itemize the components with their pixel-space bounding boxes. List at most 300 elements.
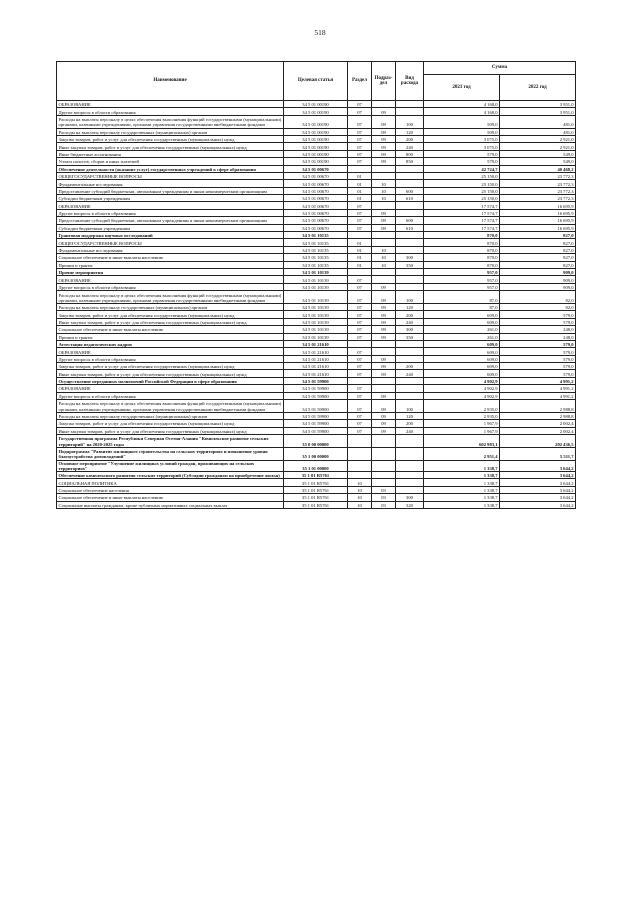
row-section bbox=[348, 447, 372, 460]
row-value-2022: 4 991,2 bbox=[500, 377, 576, 384]
row-value-2022: 4 991,2 bbox=[500, 392, 576, 399]
row-code: 34 5 01 10139 bbox=[284, 311, 348, 318]
table-row bbox=[57, 311, 576, 318]
table-row bbox=[57, 246, 576, 253]
row-code: 35 1 01 R5761 bbox=[284, 501, 348, 508]
row-expense-type: 200 bbox=[396, 363, 424, 370]
row-code: 34 5 01 10139 bbox=[284, 318, 348, 325]
row-code: 34 5 01 00670 bbox=[284, 172, 348, 179]
row-value-2022: 2 002,4 bbox=[500, 420, 576, 427]
table-row bbox=[57, 326, 576, 333]
row-subsection: 09 bbox=[372, 158, 396, 165]
row-value-2022: 23 772,3 bbox=[500, 195, 576, 202]
row-section: 07 bbox=[348, 326, 372, 333]
row-value-2022: 23 772,3 bbox=[500, 172, 576, 179]
table-row bbox=[57, 158, 576, 165]
row-section: 07 bbox=[348, 217, 372, 224]
row-value-2021: 3 075,0 bbox=[424, 143, 500, 150]
row-code: 34 5 01 21610 bbox=[284, 370, 348, 377]
row-section: 07 bbox=[348, 370, 372, 377]
row-subsection bbox=[372, 269, 396, 276]
row-subsection bbox=[372, 460, 396, 471]
row-section: 01 bbox=[348, 261, 372, 268]
row-expense-type: 240 bbox=[396, 318, 424, 325]
row-name: Расходы на выплаты персоналу государственных (муниципальных) органов bbox=[57, 412, 284, 419]
table-row bbox=[57, 400, 576, 413]
row-section: 10 bbox=[348, 501, 372, 508]
row-subsection: 09 bbox=[372, 291, 396, 304]
row-value-2022: 909,0 bbox=[500, 283, 576, 290]
row-subsection: 10 bbox=[372, 195, 396, 202]
row-subsection: 09 bbox=[372, 355, 396, 362]
table-row bbox=[57, 276, 576, 283]
row-subsection: 09 bbox=[372, 150, 396, 157]
row-name: Расходы на выплаты персоналу государственных (муниципальных) органов bbox=[57, 128, 284, 135]
row-section: 07 bbox=[348, 333, 372, 340]
row-expense-type bbox=[396, 460, 424, 471]
table-row bbox=[57, 472, 576, 479]
row-value-2022: 2 988,8 bbox=[500, 400, 576, 413]
row-expense-type bbox=[396, 108, 424, 115]
table-row bbox=[57, 254, 576, 261]
row-section bbox=[348, 377, 372, 384]
row-subsection: 09 bbox=[372, 427, 396, 434]
row-value-2022: 3 644,2 bbox=[500, 501, 576, 508]
row-code: 34 5 01 21610 bbox=[284, 355, 348, 362]
row-code: 34 5 01 10139 bbox=[284, 276, 348, 283]
table-row bbox=[57, 333, 576, 340]
row-section: 07 bbox=[348, 420, 372, 427]
table-row bbox=[57, 420, 576, 427]
row-expense-type bbox=[396, 447, 424, 460]
row-value-2021: 3 075,0 bbox=[424, 135, 500, 142]
row-name: Осуществление переданных полномочий Российской Федерации в сфере образования bbox=[57, 377, 284, 384]
table-row bbox=[57, 101, 576, 108]
row-value-2022: 3 951,0 bbox=[500, 101, 576, 108]
row-value-2022: 2 988,8 bbox=[500, 412, 576, 419]
row-value-2021: 2 935,0 bbox=[424, 412, 500, 419]
table-row bbox=[57, 172, 576, 179]
row-subsection: 09 bbox=[372, 420, 396, 427]
row-section: 07 bbox=[348, 311, 372, 318]
row-value-2021: 609,0 bbox=[424, 355, 500, 362]
row-name: Закупка товаров, работ и услуг для обеспечения государственных (муниципальных) нужд bbox=[57, 363, 284, 370]
row-name: Другие вопросы в области образования bbox=[57, 209, 284, 216]
table-row bbox=[57, 355, 576, 362]
row-expense-type bbox=[396, 202, 424, 209]
row-value-2021: 957,0 bbox=[424, 283, 500, 290]
row-value-2022: 5 511,7 bbox=[500, 447, 576, 460]
table-row bbox=[57, 363, 576, 370]
row-subsection: 09 bbox=[372, 217, 396, 224]
row-value-2022: 579,0 bbox=[500, 355, 576, 362]
row-name: ОБРАЗОВАНИЕ bbox=[57, 348, 284, 355]
row-subsection: 09 bbox=[372, 400, 396, 413]
table-row bbox=[57, 108, 576, 115]
table-row bbox=[57, 385, 576, 392]
row-section: 10 bbox=[348, 486, 372, 493]
row-subsection bbox=[372, 340, 396, 347]
table-row bbox=[57, 370, 576, 377]
row-name: ОБЩЕГОСУДАРСТВЕННЫЕ ВОПРОСЫ bbox=[57, 239, 284, 246]
row-name: Премии и гранты bbox=[57, 333, 284, 340]
row-value-2021: 579,0 bbox=[424, 150, 500, 157]
row-section: 07 bbox=[348, 209, 372, 216]
row-expense-type bbox=[396, 355, 424, 362]
table-row bbox=[57, 479, 576, 486]
row-value-2021: 17 574,7 bbox=[424, 224, 500, 231]
row-value-2021: 4 902,9 bbox=[424, 392, 500, 399]
row-expense-type: 100 bbox=[396, 400, 424, 413]
row-value-2021: 509,0 bbox=[424, 128, 500, 135]
row-expense-type: 300 bbox=[396, 326, 424, 333]
row-section: 07 bbox=[348, 128, 372, 135]
row-value-2022: 549,0 bbox=[500, 150, 576, 157]
row-section: 07 bbox=[348, 291, 372, 304]
row-value-2022: 3 951,0 bbox=[500, 108, 576, 115]
row-name: Основное мероприятие "Улучшение жилищных условий граждан, проживающих на сельских территориях" bbox=[57, 460, 284, 471]
row-subsection: 10 bbox=[372, 246, 396, 253]
row-value-2021: 1 338,7 bbox=[424, 460, 500, 471]
table-row bbox=[57, 150, 576, 157]
row-code: 34 5 01 00190 bbox=[284, 158, 348, 165]
row-expense-type: 120 bbox=[396, 128, 424, 135]
header-year-2021: 2021 год bbox=[424, 75, 500, 101]
row-expense-type bbox=[396, 377, 424, 384]
row-code: 34 5 01 59900 bbox=[284, 412, 348, 419]
row-section: 07 bbox=[348, 115, 372, 128]
row-name: Закупка товаров, работ и услуг для обеспечения государственных (муниципальных) нужд bbox=[57, 311, 284, 318]
row-expense-type: 610 bbox=[396, 195, 424, 202]
row-name: Уплата налогов, сборов и иных платежей bbox=[57, 158, 284, 165]
row-value-2021: 25 150,0 bbox=[424, 180, 500, 187]
row-name: Социальное обеспечение и иные выплаты населению bbox=[57, 326, 284, 333]
row-subsection: 09 bbox=[372, 392, 396, 399]
row-value-2021: 609,0 bbox=[424, 363, 500, 370]
row-value-2021: 1 338,7 bbox=[424, 479, 500, 486]
row-value-2022: 2 002,4 bbox=[500, 427, 576, 434]
row-code: 34 5 01 59900 bbox=[284, 377, 348, 384]
row-name: Иные бюджетные ассигнования bbox=[57, 150, 284, 157]
row-code: 34 5 01 59900 bbox=[284, 400, 348, 413]
row-code: 34 5 01 10139 bbox=[284, 291, 348, 304]
row-value-2022: 40 468,2 bbox=[500, 165, 576, 172]
row-code: 34 5 01 10139 bbox=[284, 283, 348, 290]
row-section: 01 bbox=[348, 172, 372, 179]
row-code: 34 5 01 21610 bbox=[284, 363, 348, 370]
row-code: 35 1 01 R5761 bbox=[284, 472, 348, 479]
row-subsection: 09 bbox=[372, 115, 396, 128]
row-section bbox=[348, 269, 372, 276]
row-subsection: 09 bbox=[372, 128, 396, 135]
row-section: 07 bbox=[348, 135, 372, 142]
row-code: 34 5 01 10139 bbox=[284, 326, 348, 333]
table-row bbox=[57, 447, 576, 460]
row-expense-type bbox=[396, 435, 424, 448]
row-subsection: 09 bbox=[372, 283, 396, 290]
row-value-2021: 261,0 bbox=[424, 326, 500, 333]
table-row bbox=[57, 195, 576, 202]
row-expense-type bbox=[396, 479, 424, 486]
table-row bbox=[57, 486, 576, 493]
header-code: Целевая статья bbox=[284, 62, 348, 101]
row-subsection: 09 bbox=[372, 311, 396, 318]
row-value-2021: 17 574,7 bbox=[424, 217, 500, 224]
row-section bbox=[348, 435, 372, 448]
row-section: 07 bbox=[348, 303, 372, 310]
row-name: Закупка товаров, работ и услуг для обеспечения государственных (муниципальных) нужд bbox=[57, 420, 284, 427]
row-expense-type: 320 bbox=[396, 501, 424, 508]
row-value-2021: 1 338,7 bbox=[424, 494, 500, 501]
row-value-2022: 23 772,3 bbox=[500, 180, 576, 187]
row-value-2022: 248,0 bbox=[500, 333, 576, 340]
table-row bbox=[57, 224, 576, 231]
row-expense-type: 600 bbox=[396, 217, 424, 224]
table-row bbox=[57, 209, 576, 216]
row-section bbox=[348, 472, 372, 479]
row-name: Расходы на выплаты персоналу государственных (муниципальных) органов bbox=[57, 303, 284, 310]
row-value-2021: 609,0 bbox=[424, 370, 500, 377]
row-subsection: 09 bbox=[372, 412, 396, 419]
row-name: Грантовая поддержка научных исследований bbox=[57, 232, 284, 239]
row-value-2022: 3 644,2 bbox=[500, 494, 576, 501]
row-section: 07 bbox=[348, 202, 372, 209]
row-expense-type: 120 bbox=[396, 303, 424, 310]
table-row bbox=[57, 348, 576, 355]
table-row bbox=[57, 435, 576, 448]
table-row bbox=[57, 135, 576, 142]
row-expense-type bbox=[396, 283, 424, 290]
row-value-2022: 2 921,0 bbox=[500, 143, 576, 150]
row-expense-type bbox=[396, 269, 424, 276]
row-subsection bbox=[372, 165, 396, 172]
table-row bbox=[57, 340, 576, 347]
row-name: Предоставление субсидий бюджетным, автономным учреждениям и иным некоммерческим организациям bbox=[57, 187, 284, 194]
row-expense-type bbox=[396, 180, 424, 187]
row-name: Другие вопросы в области образования bbox=[57, 108, 284, 115]
table-row bbox=[57, 261, 576, 268]
row-name: Фундаментальные исследования bbox=[57, 246, 284, 253]
row-name: Иные закупки товаров, работ и услуг для обеспечения государственных (муниципальных) нужд bbox=[57, 318, 284, 325]
row-value-2022: 3 644,2 bbox=[500, 486, 576, 493]
table-row bbox=[57, 165, 576, 172]
table-row bbox=[57, 269, 576, 276]
row-value-2021: 87,0 bbox=[424, 303, 500, 310]
row-subsection: 03 bbox=[372, 486, 396, 493]
row-subsection bbox=[372, 172, 396, 179]
table-row bbox=[57, 187, 576, 194]
row-expense-type bbox=[396, 276, 424, 283]
row-name: Расходы на выплаты персоналу в целях обеспечения выполнения функций государственными (муниципальными) органами, казенными учреждениями, органами управления государственными внебюджетными фондами bbox=[57, 400, 284, 413]
row-subsection: 09 bbox=[372, 108, 396, 115]
row-value-2022: 579,0 bbox=[500, 348, 576, 355]
row-value-2021: 25 150,0 bbox=[424, 195, 500, 202]
table-row bbox=[57, 232, 576, 239]
row-name: ОБРАЗОВАНИЕ bbox=[57, 202, 284, 209]
row-section: 01 bbox=[348, 239, 372, 246]
row-section: 07 bbox=[348, 283, 372, 290]
row-code: 34 5 01 10135 bbox=[284, 232, 348, 239]
row-value-2021: 17 574,7 bbox=[424, 209, 500, 216]
row-subsection: 10 bbox=[372, 261, 396, 268]
row-section: 01 bbox=[348, 180, 372, 187]
row-name: Иные закупки товаров, работ и услуг для обеспечения государственных (муниципальных) нужд bbox=[57, 370, 284, 377]
row-name: Социальные выплаты гражданам, кроме публичных нормативных социальных выплат bbox=[57, 501, 284, 508]
row-subsection: 03 bbox=[372, 501, 396, 508]
row-value-2022: 549,0 bbox=[500, 158, 576, 165]
row-section: 07 bbox=[348, 143, 372, 150]
row-expense-type bbox=[396, 232, 424, 239]
row-value-2022: 82,0 bbox=[500, 303, 576, 310]
row-section bbox=[348, 232, 372, 239]
row-expense-type: 100 bbox=[396, 291, 424, 304]
row-code: 35 1 01 R5761 bbox=[284, 479, 348, 486]
row-name: ОБРАЗОВАНИЕ bbox=[57, 385, 284, 392]
row-value-2021: 2 951,4 bbox=[424, 447, 500, 460]
row-section: 01 bbox=[348, 195, 372, 202]
row-section: 07 bbox=[348, 224, 372, 231]
row-code: 34 5 01 00190 bbox=[284, 128, 348, 135]
row-name: Подпрограмма "Развитие жилищного строительства на сельских территориях и повышение уровня благоустройства домовладений" bbox=[57, 447, 284, 460]
table-body bbox=[57, 101, 576, 509]
row-name: Социальное обеспечение и иные выплаты населению bbox=[57, 494, 284, 501]
row-value-2021: 609,0 bbox=[424, 318, 500, 325]
row-section: 07 bbox=[348, 400, 372, 413]
row-code: 34 5 01 00670 bbox=[284, 195, 348, 202]
row-section: 07 bbox=[348, 385, 372, 392]
row-code: 34 5 01 00190 bbox=[284, 143, 348, 150]
row-subsection: 09 bbox=[372, 143, 396, 150]
table-header bbox=[57, 62, 576, 101]
row-subsection bbox=[372, 202, 396, 209]
row-expense-type: 200 bbox=[396, 135, 424, 142]
row-value-2022: 16 695,9 bbox=[500, 209, 576, 216]
row-code: 35 1 01 00000 bbox=[284, 460, 348, 471]
row-name: Премии и гранты bbox=[57, 261, 284, 268]
row-value-2022: 3 644,2 bbox=[500, 460, 576, 471]
row-value-2021: 579,0 bbox=[424, 158, 500, 165]
row-value-2021: 870,0 bbox=[424, 232, 500, 239]
row-value-2021: 17 574,7 bbox=[424, 202, 500, 209]
row-value-2021: 1 338,7 bbox=[424, 472, 500, 479]
row-value-2021: 1 967,9 bbox=[424, 427, 500, 434]
row-value-2021: 870,0 bbox=[424, 246, 500, 253]
row-subsection: 09 bbox=[372, 303, 396, 310]
row-subsection: 09 bbox=[372, 326, 396, 333]
row-value-2022: 16 695,9 bbox=[500, 202, 576, 209]
row-subsection: 09 bbox=[372, 209, 396, 216]
row-section: 07 bbox=[348, 412, 372, 419]
row-value-2021: 261,0 bbox=[424, 333, 500, 340]
row-section: 10 bbox=[348, 479, 372, 486]
row-value-2021: 4 902,9 bbox=[424, 377, 500, 384]
header-sum: Сумма bbox=[424, 62, 576, 75]
row-name: Расходы на выплаты персоналу в целях обеспечения выполнения функций государственными (муниципальными) органами, казенными учреждениями, органами управления государственными внебюджетными фондами bbox=[57, 115, 284, 128]
row-subsection: 09 bbox=[372, 363, 396, 370]
row-value-2021: 4 168,0 bbox=[424, 101, 500, 108]
row-value-2021: 25 150,0 bbox=[424, 172, 500, 179]
row-value-2022: 827,0 bbox=[500, 246, 576, 253]
row-subsection bbox=[372, 239, 396, 246]
row-section: 01 bbox=[348, 246, 372, 253]
table-row bbox=[57, 180, 576, 187]
row-code: 34 5 01 00670 bbox=[284, 224, 348, 231]
row-name: Предоставление субсидий бюджетным, автономным учреждениям и иным некоммерческим организациям bbox=[57, 217, 284, 224]
row-expense-type: 300 bbox=[396, 254, 424, 261]
row-expense-type bbox=[396, 348, 424, 355]
row-expense-type: 240 bbox=[396, 427, 424, 434]
row-value-2022: 4 991,2 bbox=[500, 385, 576, 392]
row-value-2022: 579,0 bbox=[500, 370, 576, 377]
row-subsection: 09 bbox=[372, 333, 396, 340]
row-value-2021: 602 983,1 bbox=[424, 435, 500, 448]
row-expense-type: 610 bbox=[396, 224, 424, 231]
row-subsection bbox=[372, 348, 396, 355]
row-code: 34 5 01 00670 bbox=[284, 180, 348, 187]
row-expense-type: 120 bbox=[396, 412, 424, 419]
row-expense-type bbox=[396, 385, 424, 392]
row-value-2021: 25 150,0 bbox=[424, 187, 500, 194]
row-code: 34 5 01 00190 bbox=[284, 135, 348, 142]
row-value-2021: 4 902,9 bbox=[424, 385, 500, 392]
row-value-2021: 870,0 bbox=[424, 261, 500, 268]
row-code: 34 5 01 00190 bbox=[284, 115, 348, 128]
row-code: 34 5 01 00190 bbox=[284, 108, 348, 115]
row-section: 01 bbox=[348, 187, 372, 194]
row-subsection bbox=[372, 276, 396, 283]
row-expense-type: 240 bbox=[396, 370, 424, 377]
row-subsection: 03 bbox=[372, 494, 396, 501]
row-name: Социальное обеспечение и иные выплаты населению bbox=[57, 254, 284, 261]
header-expense-type: Вид расхода bbox=[396, 62, 424, 101]
row-value-2022: 481,0 bbox=[500, 115, 576, 128]
table-row bbox=[57, 291, 576, 304]
row-name: Расходы на выплаты персоналу в целях обеспечения выполнения функций государственными (муниципальными) органами, казенными учреждениями, органами управления государственными внебюджетными фондами bbox=[57, 291, 284, 304]
row-value-2021: 957,0 bbox=[424, 276, 500, 283]
row-name: Фундаментальные исследования bbox=[57, 180, 284, 187]
row-subsection: 09 bbox=[372, 224, 396, 231]
row-expense-type: 600 bbox=[396, 187, 424, 194]
page-number: 518 bbox=[314, 28, 326, 37]
row-subsection: 10 bbox=[372, 187, 396, 194]
table-row bbox=[57, 412, 576, 419]
row-code: 34 5 01 00670 bbox=[284, 217, 348, 224]
row-section bbox=[348, 460, 372, 471]
row-value-2022: 909,0 bbox=[500, 276, 576, 283]
row-value-2022: 23 772,3 bbox=[500, 187, 576, 194]
table-row bbox=[57, 303, 576, 310]
row-name: Социальное обеспечение населения bbox=[57, 486, 284, 493]
row-code: 34 5 01 00670 bbox=[284, 187, 348, 194]
table-row bbox=[57, 143, 576, 150]
row-value-2022: 16 695,9 bbox=[500, 224, 576, 231]
row-expense-type: 350 bbox=[396, 333, 424, 340]
table-row bbox=[57, 377, 576, 384]
row-expense-type bbox=[396, 165, 424, 172]
row-subsection bbox=[372, 232, 396, 239]
row-subsection bbox=[372, 479, 396, 486]
row-subsection bbox=[372, 101, 396, 108]
table-row bbox=[57, 115, 576, 128]
row-value-2022: 202 436,5 bbox=[500, 435, 576, 448]
row-value-2021: 87,0 bbox=[424, 291, 500, 304]
row-subsection: 09 bbox=[372, 135, 396, 142]
row-expense-type: 200 bbox=[396, 311, 424, 318]
table-row bbox=[57, 202, 576, 209]
table-row bbox=[57, 128, 576, 135]
row-expense-type: 200 bbox=[396, 420, 424, 427]
table-row bbox=[57, 239, 576, 246]
